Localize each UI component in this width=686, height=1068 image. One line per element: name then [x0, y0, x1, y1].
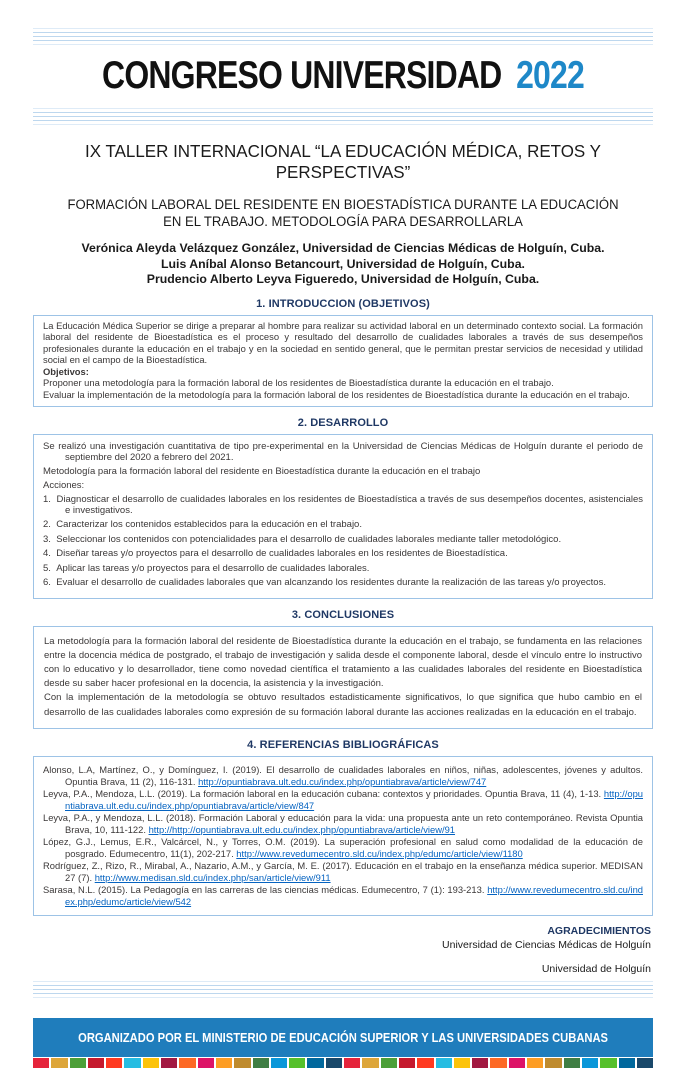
- sdg-color-segment: [51, 1058, 67, 1068]
- sdg-color-segment: [106, 1058, 122, 1068]
- reference-text: Alonso, L.A, Martínez, O., y Domínguez, I. (2019). El desarrollo de cualidades laborales en niños, niñas, adolescentes, jóvenes y adultos. Opuntia Brava, 11 (2), 116-131.: [43, 763, 643, 787]
- accion-item: Seleccionar los contenidos con potencialidades para el desarrollo de cualidades laborales mediante taller metodológico.: [56, 533, 562, 545]
- sdg-color-segment: [307, 1058, 323, 1068]
- staff-line: [33, 40, 653, 41]
- reference-entry: [43, 788, 643, 812]
- sdg-color-segment: [454, 1058, 470, 1068]
- reference-text: Leyva, P.A., y Mendoza, L.L. (2018). Formación Laboral y educación para la vida: una propuesta ante un reto contemporáneo. Revista Opuntia Brava, 10, 111-122.: [43, 811, 643, 835]
- event-title: IX TALLER INTERNACIONAL “LA EDUCACIÓN MÉDICA, RETOS Y PERSPECTIVAS”: [85, 141, 601, 182]
- reference-link[interactable]: http://http://opuntiabrava.ult.edu.cu/index.php/opuntiabrava/article/view/91: [148, 823, 456, 835]
- section-heading-conclusiones: 3. CONCLUSIONES: [291, 608, 395, 621]
- reference-link[interactable]: http://opuntiabrava.ult.edu.cu/index.php/opuntiabrava/article/view/747: [198, 775, 487, 787]
- objetivo-line: Evaluar la implementación de la metodología para la formación laboral de los residentes de Bioestadística durante la educación en el trabajo.: [43, 389, 630, 401]
- staff-line: [33, 993, 653, 994]
- reference-text: Sarasa, N.L. (2015). La Pedagogía en las carreras de las ciencias médicas. Edumecentro, 7 (1): 193-213.: [43, 883, 488, 895]
- agradecimientos-block: [33, 925, 653, 975]
- sdg-color-segment: [289, 1058, 305, 1068]
- sdg-color-segment: [472, 1058, 488, 1068]
- sdg-color-segment: [509, 1058, 525, 1068]
- accion-item: Evaluar el desarrollo de cualidades laborales que van alcanzando los residentes durante la realización de las tareas y/o proyectos.: [56, 577, 606, 589]
- sdg-color-segment: [33, 1058, 49, 1068]
- author-line: Prudencio Alberto Leyva Figueredo, Universidad de Holguín, Cuba.: [146, 272, 540, 286]
- staff-line: [33, 120, 653, 121]
- acciones-label: Acciones:: [43, 479, 85, 491]
- reference-text: López, G.J., Lemus, E.R., Valcárcel, N., y Torres, O.M. (2019). La superación profesional en salud como modalidad de la educación de posgrado. Edumecentro, 11(1), 202-217.: [43, 835, 643, 859]
- author-line: Luis Aníbal Alonso Betancourt, Universidad de Holguín, Cuba.: [161, 256, 525, 271]
- objetivo-line: Proponer una metodología para la formación laboral de los residentes de Bioestadística durante la educación en el trabajo.: [43, 377, 554, 389]
- agradecimientos-line: Universidad de Ciencias Médicas de Holguín: [442, 938, 651, 951]
- staff-line: [33, 36, 653, 37]
- reference-text: Leyva, P.A., Mendoza, L.L. (2019). La formación laboral en la educación cubana: contextos y prioridades. Opuntia Brava, 11 (4), 1-13.: [43, 787, 604, 799]
- sdg-color-segment: [179, 1058, 195, 1068]
- acciones-list: [43, 494, 643, 589]
- sdg-color-segment: [143, 1058, 159, 1068]
- reference-text: Rodríguez, Z., Rizo, R., Mirabal, A., Nazario, A.M., y García, M. E. (2017). Educación en el trabajo en la enseñanza médica superior. MEDISAN 27 (7).: [43, 859, 643, 883]
- sdg-color-segment: [362, 1058, 378, 1068]
- accion-item: Diagnosticar el desarrollo de cualidades laborales en los residentes de Bioestadística a través de sus desempeños docentes, asistenciales e investigativos.: [56, 493, 644, 516]
- introduccion-paragraph: La Educación Médica Superior se dirige a preparar al hombre para realizar su actividad laboral en un determinado contexto social. La formación laboral del residente de Bioestadística es el proceso y resultado del desarrollo de cualidades laborales a través de sus desempeños profesionales durante la educación en el trabajo y en la sociedad en sentido general, que le permitan prestar servicios de necesidad y utilidad social en el campo de la Bioestadística.: [43, 319, 643, 366]
- staff-line: [33, 108, 653, 109]
- sdg-color-segment: [564, 1058, 580, 1068]
- agradecimientos-line: Universidad de Holguín: [541, 962, 651, 975]
- desarrollo-paragraph: Se realizó una investigación cuantitativa de tipo pre-experimental en la Universidad de Ciencias Médicas de Holguín durante el periodo de septiembre del 2020 a febrero del 2021.: [43, 440, 643, 463]
- introduccion-box: [33, 315, 653, 407]
- staff-line: [33, 112, 653, 113]
- sdg-color-strip: [33, 1058, 653, 1068]
- decorative-staff-lines-bottom: [33, 981, 653, 998]
- sdg-color-segment: [271, 1058, 287, 1068]
- sdg-color-segment: [161, 1058, 177, 1068]
- staff-line: [33, 981, 653, 982]
- sdg-color-segment: [490, 1058, 506, 1068]
- agradecimientos-heading: AGRADECIMIENTOS: [547, 924, 651, 937]
- section-heading-introduccion: 1. INTRODUCCION (OBJETIVOS): [256, 297, 430, 310]
- staff-line: [33, 989, 653, 990]
- staff-line: [33, 44, 653, 45]
- congress-brand-name: CONGRESO UNIVERSIDAD: [102, 54, 502, 97]
- sdg-color-segment: [582, 1058, 598, 1068]
- staff-line: [33, 997, 653, 998]
- sdg-color-segment: [344, 1058, 360, 1068]
- sdg-color-segment: [70, 1058, 86, 1068]
- sdg-color-segment: [619, 1058, 635, 1068]
- decorative-staff-lines-top: [33, 28, 653, 45]
- accion-item: Diseñar tareas y/o proyectos para el desarrollo de cualidades laborales en los residentes de Bioestadística.: [56, 548, 508, 560]
- reference-entry: [43, 764, 643, 788]
- sdg-color-segment: [198, 1058, 214, 1068]
- organizer-banner-text: ORGANIZADO POR EL MINISTERIO DE EDUCACIÓN SUPERIOR Y LAS UNIVERSIDADES CUBANAS: [78, 1029, 608, 1045]
- reference-link[interactable]: http://www.medisan.sld.cu/index.php/san/article/view/911: [94, 871, 331, 883]
- sdg-color-segment: [545, 1058, 561, 1068]
- author-line: Verónica Aleyda Velázquez González, Universidad de Ciencias Médicas de Holguín, Cuba.: [81, 241, 605, 255]
- referencias-box: [33, 756, 653, 916]
- reference-link[interactable]: http://www.revedumecentro.sld.cu/index.php/edumc/article/view/1180: [236, 847, 523, 859]
- sdg-color-segment: [637, 1058, 653, 1068]
- sdg-color-segment: [417, 1058, 433, 1068]
- sdg-color-segment: [436, 1058, 452, 1068]
- objetivos-label: Objetivos:: [43, 365, 89, 377]
- section-heading-desarrollo: 2. DESARROLLO: [297, 416, 389, 429]
- accion-item: Caracterizar los contenidos establecidos para la educación en el trabajo.: [56, 519, 362, 531]
- sdg-color-segment: [253, 1058, 269, 1068]
- sdg-color-segment: [600, 1058, 616, 1068]
- reference-entry: [43, 836, 643, 860]
- staff-line: [33, 28, 653, 29]
- reference-entry: [43, 884, 643, 908]
- sdg-color-segment: [216, 1058, 232, 1068]
- sdg-color-segment: [326, 1058, 342, 1068]
- staff-line: [33, 116, 653, 117]
- reference-entry: [43, 860, 643, 884]
- sdg-color-segment: [399, 1058, 415, 1068]
- sdg-color-segment: [124, 1058, 140, 1068]
- desarrollo-paragraph: Metodología para la formación laboral del residente en Bioestadística durante la educación en el trabajo: [43, 465, 481, 477]
- accion-item: Aplicar las tareas y/o proyectos para el desarrollo de cualidades laborales.: [56, 562, 370, 574]
- work-title: FORMACIÓN LABORAL DEL RESIDENTE EN BIOESTADÍSTICA DURANTE LA EDUCACIÓN EN EL TRABAJO. METODOLOGÍA PARA DESARROLLARLA: [67, 197, 619, 229]
- sdg-color-segment: [88, 1058, 104, 1068]
- reference-entry: [43, 812, 643, 836]
- decorative-staff-lines-under-brand: [33, 108, 653, 125]
- desarrollo-box: [33, 434, 653, 599]
- conclusiones-paragraph: Con la implementación de la metodología se obtuvo resultados estadisticamente significativos, lo que significa que hubo cambio en el desarrollo de las cualidades laborales como expresión de su formación laboral durante las acciones realizadas en la educación en el trabajo.: [44, 692, 642, 718]
- reference-link[interactable]: http://www.revedumecentro.sld.cu/index.php/edumc/article/view/542: [65, 883, 643, 907]
- sdg-color-segment: [234, 1058, 250, 1068]
- staff-line: [33, 124, 653, 125]
- staff-line: [33, 985, 653, 986]
- sdg-color-segment: [381, 1058, 397, 1068]
- conclusiones-paragraph: La metodología para la formación laboral del residente de Bioestadística durante la educación en el trabajo, se fundamenta en las relaciones entre la docencia médica de postgrado, el trabajo de investigación y salida desde el componente laboral, desde el vínculo entre lo instructivo con lo educativo y lo desarrollador, tiene como novedad científica el tratamiento a las cualidades laborales del residente en Bioestadística desde su saber hacer profesional en la docencia, la asistencia y la investigación.: [44, 635, 642, 690]
- staff-line: [33, 32, 653, 33]
- sdg-color-segment: [527, 1058, 543, 1068]
- congress-brand-year: 2022: [516, 54, 584, 97]
- congress-brand-title: [89, 53, 597, 99]
- reference-link[interactable]: http://opuntiabrava.ult.edu.cu/index.php/opuntiabrava/article/view/847: [65, 787, 643, 811]
- section-heading-referencias: 4. REFERENCIAS BIBLIOGRÁFICAS: [247, 738, 439, 751]
- conclusiones-box: [33, 626, 653, 729]
- authors-block: [33, 241, 653, 288]
